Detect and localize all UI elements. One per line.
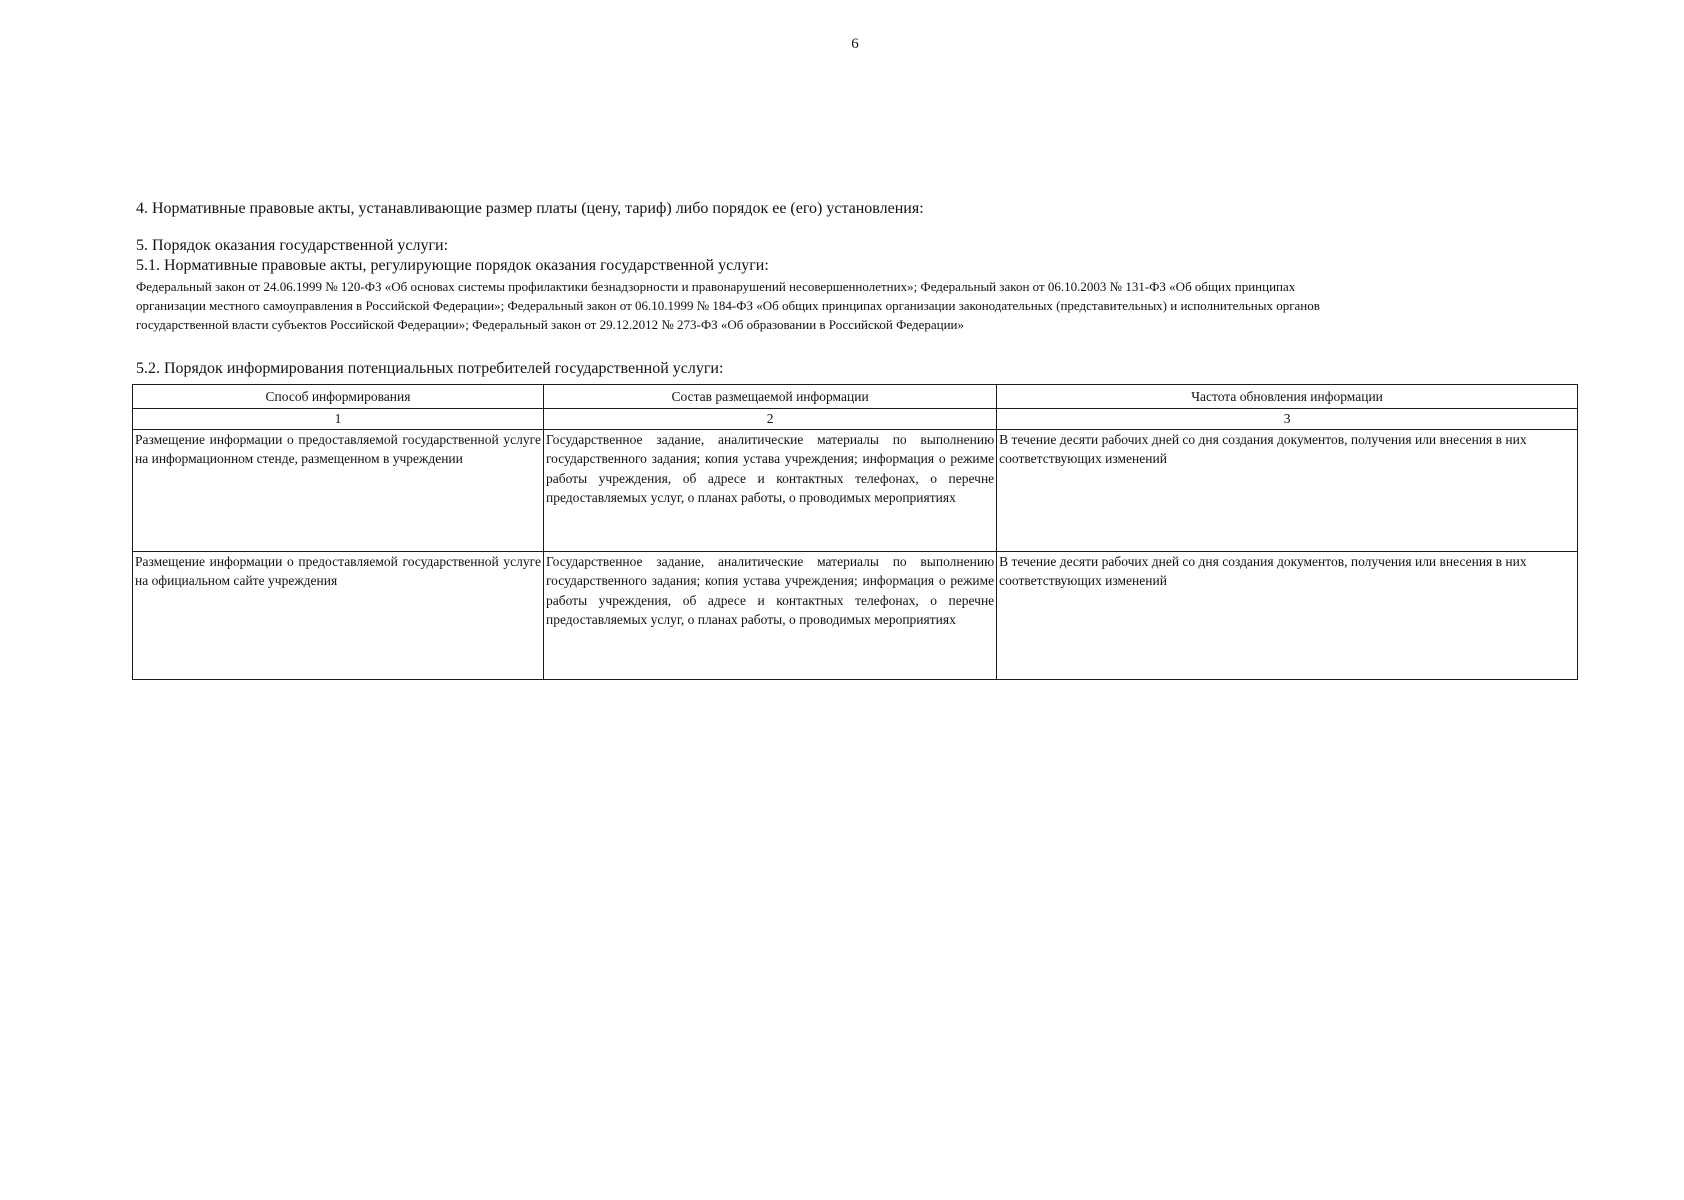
cell-content: Государственное задание, аналитические материалы по выполнению государственного задания; копия устава учреждения; информация о режиме работы учреждения, об адресе и контактных телефонах, о перечне предоставляемых услуг, о планах работы, о проводимых мероприятиях [543,429,996,551]
legal-acts-line: государственной власти субъектов Российской Федерации»; Федеральный закон от 29.12.2012 № 273-ФЗ «Об образовании в Российской Федерации» [136,317,965,332]
header-method: Способ информирования [133,385,544,409]
column-number: 2 [543,409,996,430]
column-number: 3 [997,409,1578,430]
page-number: 6 [851,36,859,52]
section-5-heading: 5. Порядок оказания государственной услуги: [136,237,449,254]
cell-method: Размещение информации о предоставляемой государственной услуге на информационном стенде, размещенном в учреждении [133,429,544,551]
table-header-row [133,385,1578,409]
table-row [133,429,1578,551]
section-5-1-legal-acts [136,277,1556,334]
section-5-2-heading: 5.2. Порядок информирования потенциальных потребителей государственной услуги: [136,360,724,377]
header-frequency: Частота обновления информации [997,385,1578,409]
legal-acts-line: организации местного самоуправления в Российской Федерации»; Федеральный закон от 06.10.1999 № 184-ФЗ «Об общих принципах организации законодательных (представительных) и исполнительных органов [136,298,1320,313]
column-number: 1 [133,409,544,430]
table-column-numbers-row [133,409,1578,430]
informing-table [132,384,1578,680]
table-row [133,551,1578,679]
section-4-heading: 4. Нормативные правовые акты, устанавливающие размер платы (цену, тариф) либо порядок ее (его) установления: [136,200,924,217]
cell-content: Государственное задание, аналитические материалы по выполнению государственного задания; копия устава учреждения; информация о режиме работы учреждения, об адресе и контактных телефонах, о перечне предоставляемых услуг, о планах работы, о проводимых мероприятиях [543,551,996,679]
section-5-1-heading: 5.1. Нормативные правовые акты, регулирующие порядок оказания государственной услуги: [136,257,769,274]
cell-frequency: В течение десяти рабочих дней со дня создания документов, получения или внесения в них соответствующих изменений [997,551,1578,679]
header-content: Состав размещаемой информации [543,385,996,409]
cell-frequency: В течение десяти рабочих дней со дня создания документов, получения или внесения в них соответствующих изменений [997,429,1578,551]
cell-method: Размещение информации о предоставляемой государственной услуге на официальном сайте учреждения [133,551,544,679]
legal-acts-line: Федеральный закон от 24.06.1999 № 120-ФЗ «Об основах системы профилактики безнадзорности и правонарушений несовершеннолетних»; Федеральный закон от 06.10.2003 № 131-ФЗ «Об общих принципах [136,279,1296,294]
